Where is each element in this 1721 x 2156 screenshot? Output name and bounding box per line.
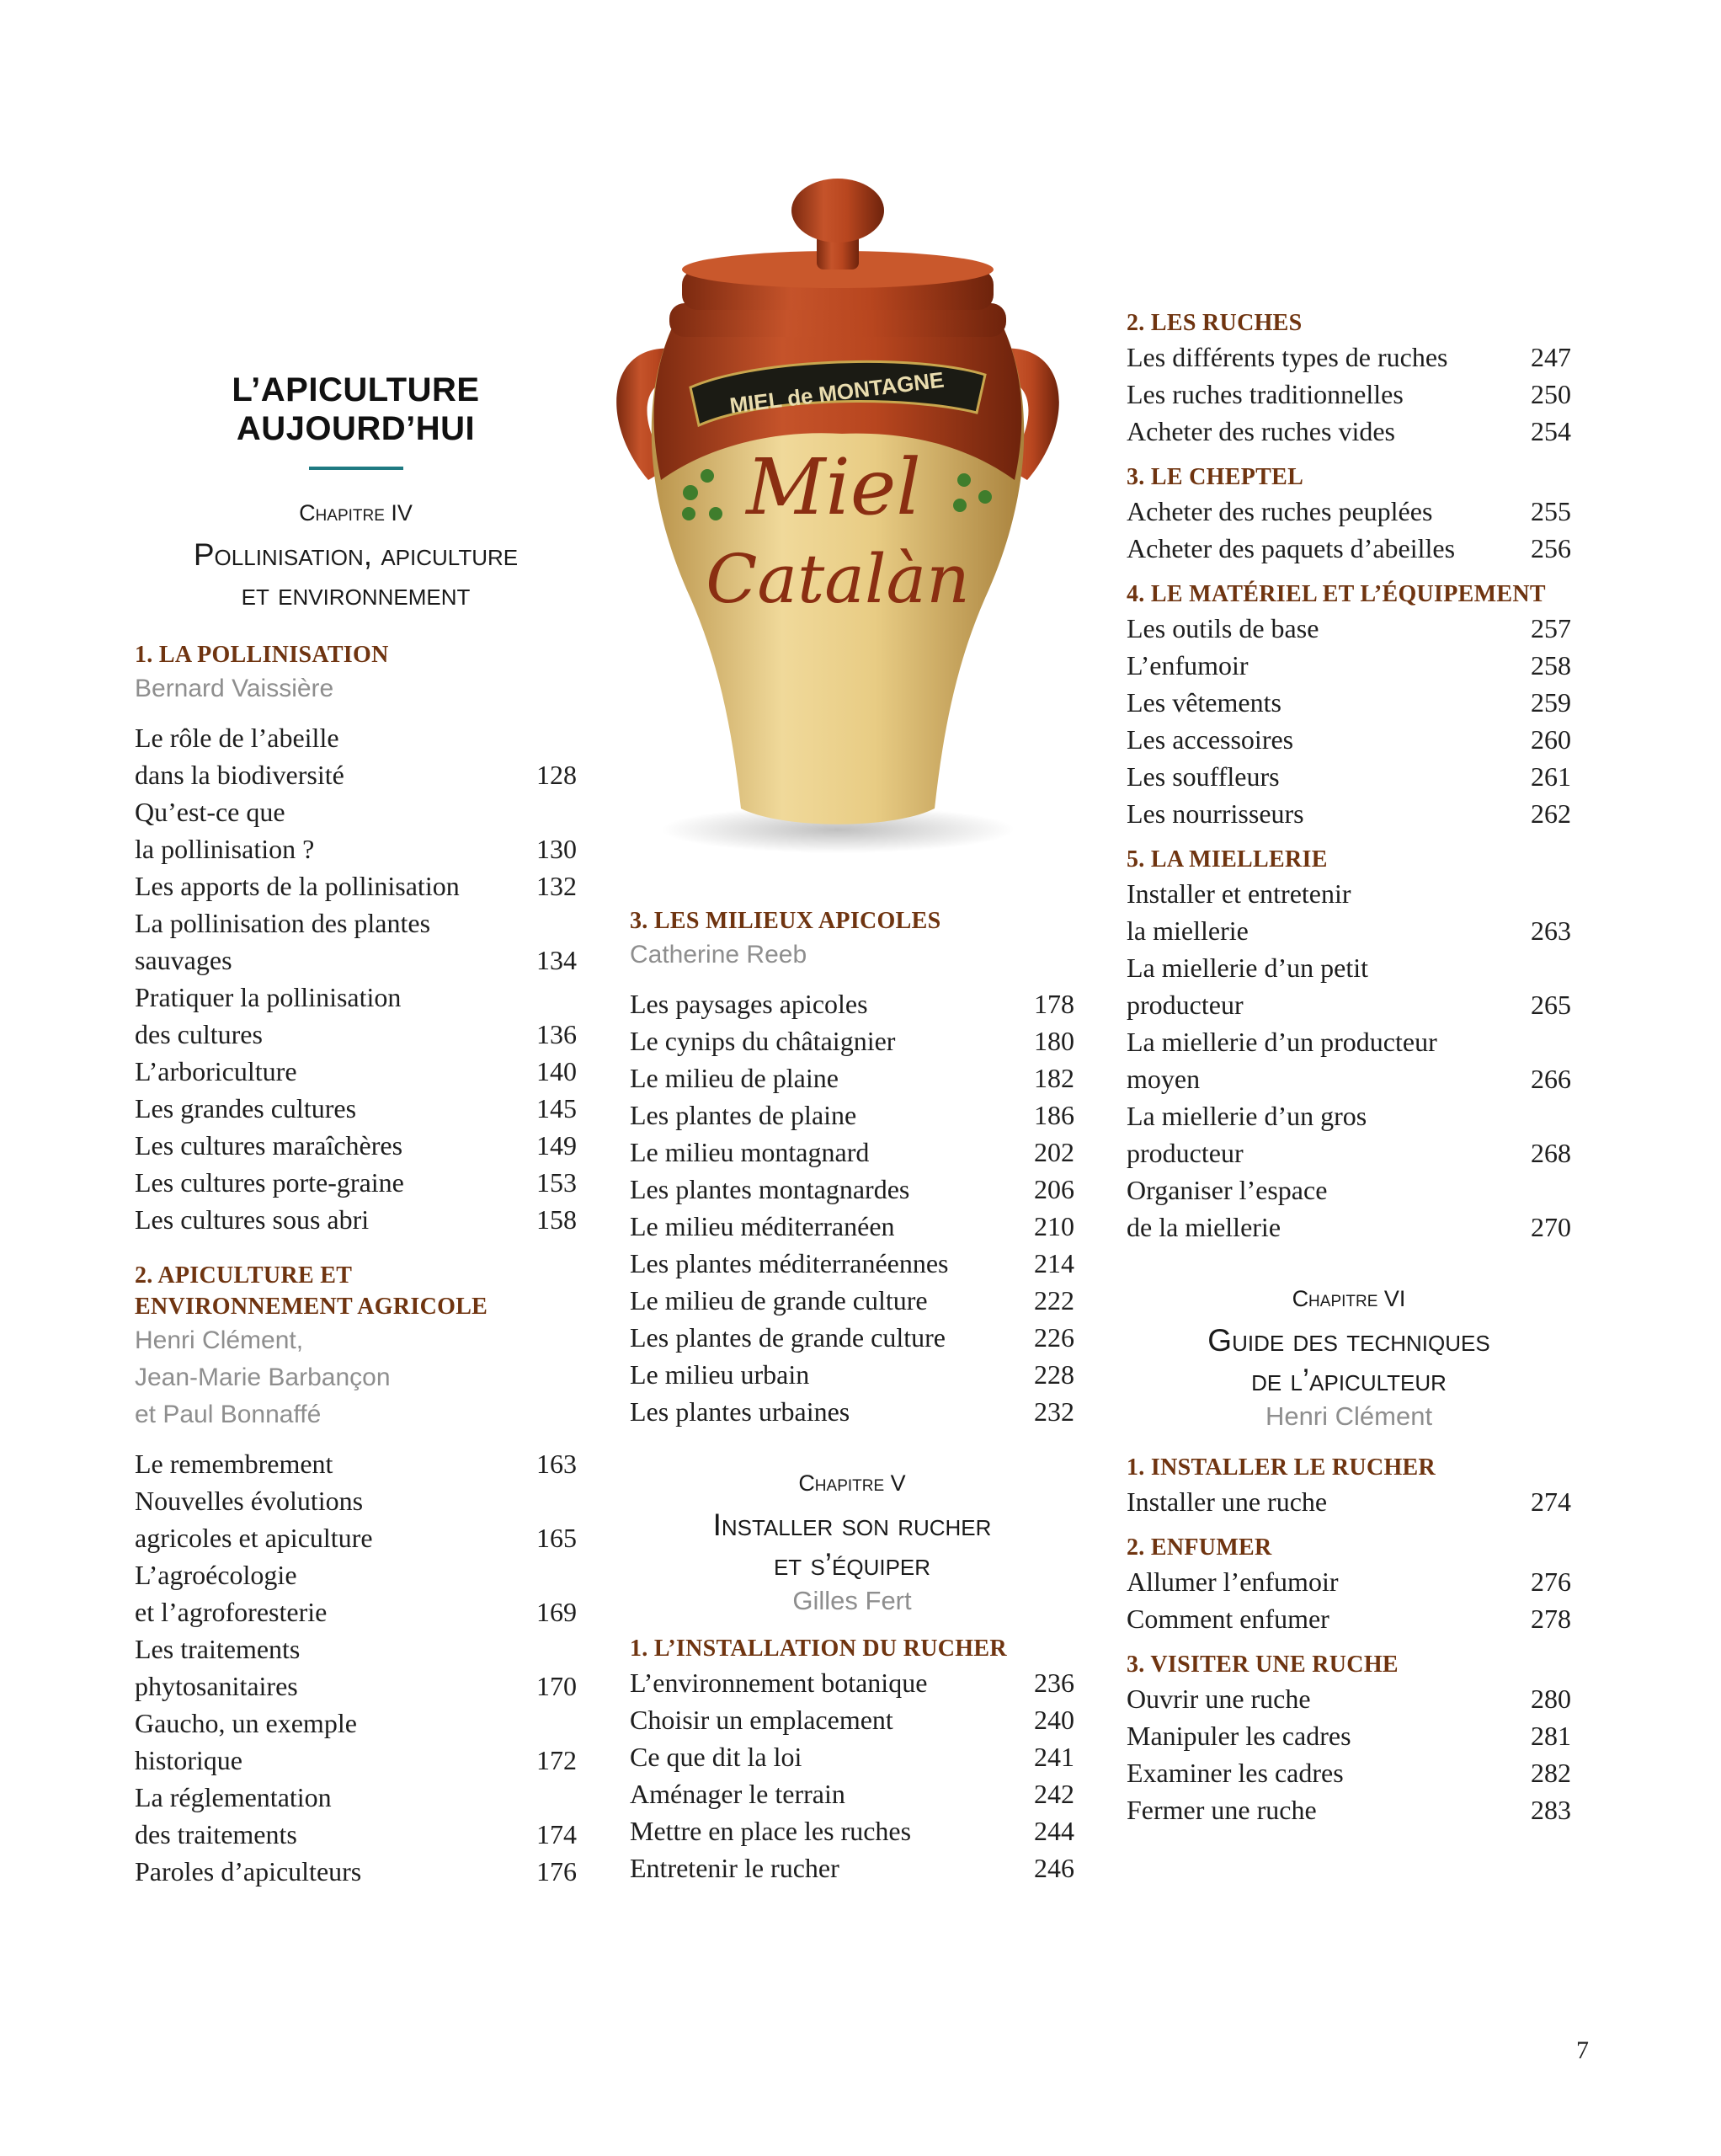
- toc-entry[interactable]: Installer une ruche 274: [1127, 1486, 1571, 1517]
- toc-entry[interactable]: L’arboriculture 140: [135, 1056, 577, 1086]
- entry-list: [1127, 875, 1571, 1246]
- section-heading: 3. LE CHEPTEL: [1127, 464, 1304, 490]
- toc-entry[interactable]: Les cultures porte-graine 153: [135, 1167, 577, 1198]
- author-line: et Paul Bonnaffé: [135, 1401, 322, 1428]
- section-heading: 4. LE MATÉRIEL ET L’ÉQUIPEMENT: [1127, 581, 1546, 607]
- honey-jar-illustration: [589, 143, 1086, 893]
- toc-entry[interactable]: La miellerie d’un producteur: [1127, 1027, 1437, 1057]
- toc-entry[interactable]: Manipuler les cadres 281: [1127, 1721, 1571, 1751]
- toc-entry[interactable]: Le cynips du châtaignier 180: [630, 1026, 1074, 1056]
- author-line: Henri Clément,: [135, 1326, 304, 1354]
- entry-list: [1127, 1483, 1571, 1520]
- entry-list: [1127, 1680, 1571, 1828]
- chapter-6-title-line2: de l’apiculteur: [1251, 1363, 1447, 1397]
- toc-entry[interactable]: Les ruches traditionnelles 250: [1127, 379, 1571, 409]
- toc-entry[interactable]: Les souffleurs 261: [1127, 761, 1571, 792]
- toc-entry[interactable]: La miellerie d’un gros: [1127, 1101, 1367, 1131]
- toc-entry[interactable]: Comment enfumer 278: [1127, 1604, 1571, 1634]
- section-author: Catherine Reeb: [630, 941, 807, 969]
- toc-entry[interactable]: Les plantes urbaines 232: [630, 1396, 1074, 1427]
- toc-entry[interactable]: Organiser l’espace: [1127, 1175, 1328, 1205]
- toc-entry[interactable]: Les plantes de plaine 186: [630, 1100, 1074, 1130]
- section-heading: 2. LES RUCHES: [1127, 310, 1303, 336]
- section-heading-line2: ENVIRONNEMENT AGRICOLE: [135, 1294, 488, 1320]
- toc-entry[interactable]: Les apports de la pollinisation 132: [135, 871, 577, 901]
- toc-entry[interactable]: Acheter des ruches vides 254: [1127, 416, 1571, 446]
- chapter-4-title: [135, 535, 577, 614]
- toc-entry[interactable]: Les paysages apicoles 178: [630, 989, 1074, 1019]
- jar-script-catalan: Catalàn: [706, 540, 970, 618]
- toc-entry[interactable]: Le remembrement 163: [135, 1449, 577, 1479]
- section-heading: 5. LA MIELLERIE: [1127, 846, 1328, 873]
- toc-entry[interactable]: Les accessoires 260: [1127, 724, 1571, 755]
- toc-entry[interactable]: Les plantes méditerranéennes 214: [630, 1248, 1074, 1278]
- section-author: Bernard Vaissière: [135, 675, 334, 702]
- toc-entry[interactable]: Les outils de base 257: [1127, 613, 1571, 643]
- section-heading: 2. ENFUMER: [1127, 1534, 1272, 1561]
- page-number: 7: [1576, 2036, 1589, 2064]
- jar-label-text: MIEL de MONTAGNE: [727, 366, 946, 419]
- toc-entry[interactable]: phytosanitaires 170: [135, 1671, 577, 1701]
- toc-entry[interactable]: Les vêtements 259: [1127, 687, 1571, 718]
- entry-list: [135, 1445, 577, 1890]
- toc-entry[interactable]: Gaucho, un exemple: [135, 1708, 357, 1738]
- toc-column-3: [1127, 307, 1571, 1828]
- toc-entry[interactable]: dans la biodiversité 128: [135, 760, 577, 790]
- toc-entry[interactable]: et l’agroforesterie 169: [135, 1597, 577, 1627]
- toc-entry[interactable]: Installer et entretenir: [1127, 878, 1351, 909]
- toc-entry[interactable]: de la miellerie 270: [1127, 1212, 1571, 1242]
- toc-entry[interactable]: Acheter des paquets d’abeilles 256: [1127, 533, 1571, 563]
- toc-entry[interactable]: Pratiquer la pollinisation: [135, 982, 402, 1012]
- toc-entry[interactable]: Le milieu montagnard 202: [630, 1137, 1074, 1167]
- entry-list: [135, 719, 577, 1238]
- chapter-5-title-line2: et s’équiper: [773, 1547, 931, 1582]
- chapter-5-title-line1: Installer son rucher: [712, 1508, 992, 1542]
- toc-entry[interactable]: Paroles d’apiculteurs 176: [135, 1856, 577, 1886]
- book-title-line1: L’APICULTURE: [232, 371, 480, 408]
- toc-entry[interactable]: Les plantes montagnardes 206: [630, 1174, 1074, 1204]
- toc-entry[interactable]: Qu’est-ce que: [135, 797, 285, 827]
- toc-entry[interactable]: Mettre en place les ruches 244: [630, 1816, 1074, 1846]
- jar-lid-knob: [791, 179, 884, 243]
- toc-entry[interactable]: sauvages 134: [135, 945, 577, 975]
- chapter-5-label: Chapitre V: [798, 1470, 906, 1496]
- toc-entry[interactable]: la pollinisation ? 130: [135, 834, 577, 864]
- toc-entry[interactable]: producteur 265: [1127, 990, 1571, 1020]
- toc-entry[interactable]: L’agroécologie: [135, 1560, 297, 1590]
- chapter-6-title-line1: Guide des techniques: [1207, 1323, 1490, 1358]
- toc-entry[interactable]: producteur 268: [1127, 1138, 1571, 1168]
- toc-entry[interactable]: Nouvelles évolutions: [135, 1486, 364, 1516]
- entry-list: [630, 985, 1074, 1430]
- section-heading: 1. L’INSTALLATION DU RUCHER: [630, 1636, 1007, 1662]
- section-heading: [135, 1260, 577, 1322]
- toc-entry[interactable]: Aménager le terrain 242: [630, 1779, 1074, 1809]
- section-heading: 3. VISITER UNE RUCHE: [1127, 1652, 1399, 1678]
- toc-entry[interactable]: la miellerie 263: [1127, 915, 1571, 946]
- toc-entry[interactable]: moyen 266: [1127, 1064, 1571, 1094]
- toc-column-1: [135, 371, 577, 1890]
- chapter-4-title-line2: et environnement: [241, 577, 471, 611]
- toc-entry[interactable]: Les cultures sous abri 158: [135, 1204, 577, 1235]
- chapter-6-label: Chapitre VI: [1292, 1286, 1406, 1311]
- toc-entry[interactable]: L’environnement botanique 236: [630, 1668, 1074, 1698]
- toc-entry[interactable]: Fermer une ruche 283: [1127, 1795, 1571, 1825]
- toc-entry[interactable]: Les nourrisseurs 262: [1127, 798, 1571, 829]
- toc-entry[interactable]: historique 172: [135, 1745, 577, 1775]
- toc-entry[interactable]: Les cultures maraîchères 149: [135, 1130, 577, 1161]
- section-heading: 1. LA POLLINISATION: [135, 642, 389, 668]
- book-title: [135, 371, 577, 448]
- chapter-4-label: Chapitre IV: [299, 500, 413, 526]
- entry-list: [1127, 610, 1571, 832]
- toc-entry[interactable]: Entretenir le rucher 246: [630, 1853, 1074, 1883]
- entry-list: [1127, 339, 1571, 450]
- toc-entry[interactable]: des cultures 136: [135, 1019, 577, 1049]
- chapter-6-author: Henri Clément: [1265, 1401, 1433, 1431]
- toc-entry[interactable]: Le rôle de l’abeille: [135, 723, 339, 753]
- chapter-6-title: [1127, 1321, 1571, 1400]
- toc-column-2: [630, 905, 1074, 1886]
- toc-entry[interactable]: Les plantes de grande culture 226: [630, 1322, 1074, 1353]
- toc-entry[interactable]: Le milieu méditerranéen 210: [630, 1211, 1074, 1241]
- entry-list: [1127, 1563, 1571, 1637]
- entry-list: [1127, 493, 1571, 567]
- toc-entry[interactable]: Ouvrir une ruche 280: [1127, 1684, 1571, 1714]
- title-rule: [309, 467, 403, 470]
- toc-entry[interactable]: Allumer l’enfumoir 276: [1127, 1566, 1571, 1597]
- jar-script-miel: Miel: [746, 442, 921, 532]
- toc-entry[interactable]: La miellerie d’un petit: [1127, 953, 1368, 983]
- toc-entry[interactable]: La réglementation: [135, 1782, 332, 1812]
- section-heading: 1. INSTALLER LE RUCHER: [1127, 1454, 1436, 1481]
- chapter-5-title: [630, 1505, 1074, 1584]
- toc-entry[interactable]: Les traitements: [135, 1634, 301, 1664]
- toc-entry[interactable]: des traitements 174: [135, 1819, 577, 1849]
- toc-entry[interactable]: Choisir un emplacement 240: [630, 1705, 1074, 1735]
- chapter-5-author: Gilles Fert: [792, 1586, 912, 1615]
- toc-entry[interactable]: Les différents types de ruches 247: [1127, 342, 1571, 372]
- book-title-line2: AUJOURD’HUI: [236, 410, 476, 447]
- toc-entry[interactable]: Les grandes cultures 145: [135, 1093, 577, 1123]
- toc-entry[interactable]: L’enfumoir 258: [1127, 650, 1571, 680]
- section-heading: 3. LES MILIEUX APICOLES: [630, 908, 941, 934]
- entry-list: [630, 1664, 1074, 1886]
- toc-entry[interactable]: agricoles et apiculture 165: [135, 1523, 577, 1553]
- section-author: [135, 1322, 577, 1433]
- toc-entry[interactable]: La pollinisation des plantes: [135, 908, 431, 938]
- toc-entry[interactable]: Le milieu de plaine 182: [630, 1063, 1074, 1093]
- toc-entry[interactable]: Acheter des ruches peuplées 255: [1127, 496, 1571, 526]
- author-line: Jean-Marie Barbançon: [135, 1364, 391, 1391]
- toc-entry[interactable]: Ce que dit la loi 241: [630, 1742, 1074, 1772]
- toc-entry[interactable]: Le milieu de grande culture 222: [630, 1285, 1074, 1315]
- toc-entry[interactable]: Le milieu urbain 228: [630, 1359, 1074, 1390]
- chapter-4-title-line1: Pollinisation, apiculture: [193, 537, 519, 572]
- section-heading-line1: 2. APICULTURE ET: [135, 1262, 353, 1289]
- toc-entry[interactable]: Examiner les cadres 282: [1127, 1758, 1571, 1788]
